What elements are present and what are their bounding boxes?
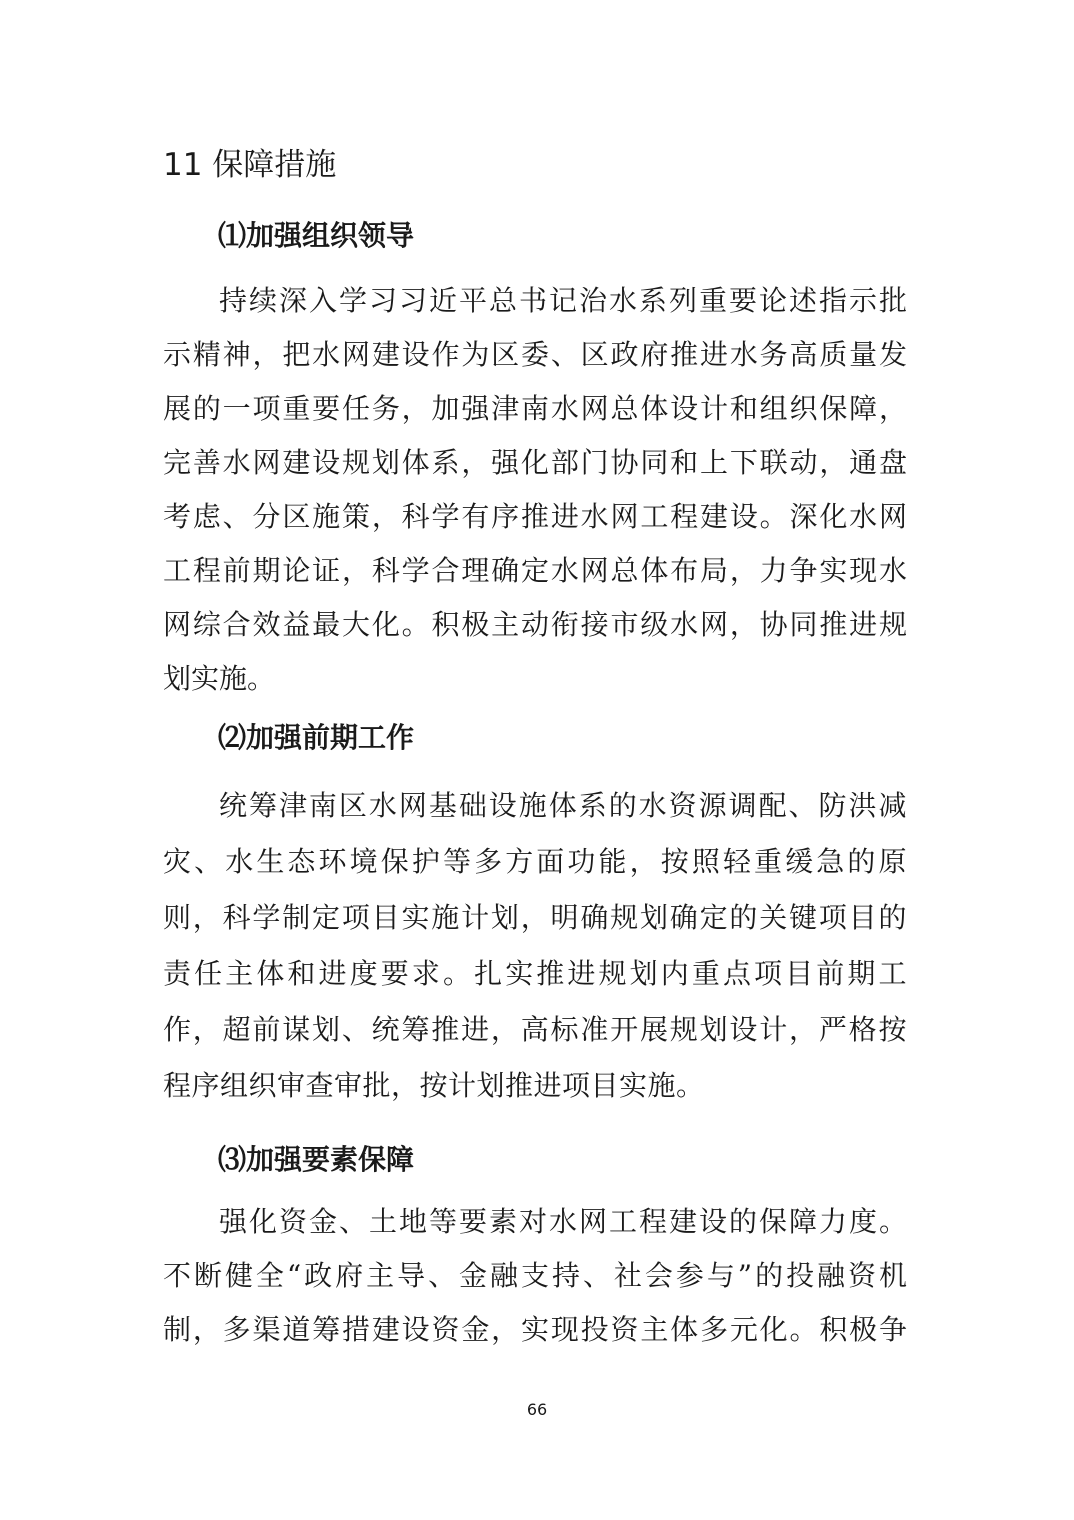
paragraph-line: 制，多渠道筹措建设资金，实现投资主体多元化。积极争 xyxy=(163,1313,907,1346)
page-number: 66 xyxy=(526,1400,548,1419)
paragraph-line: 作，超前谋划、统筹推进，高标准开展规划设计，严格按 xyxy=(163,1013,907,1046)
paragraph-line: 考虑、分区施策，科学有序推进水网工程建设。深化水网 xyxy=(163,500,907,533)
paragraph-line: 不断健全“政府主导、金融支持、社会参与”的投融资机 xyxy=(163,1259,907,1292)
paragraph-line: 展的一项重要任务，加强津南水网总体设计和组织保障， xyxy=(163,392,907,425)
paragraph-line: 完善水网建设规划体系，强化部门协同和上下联动，通盘 xyxy=(163,446,907,479)
paragraph-line: 统筹津南区水网基础设施体系的水资源调配、防洪减 xyxy=(219,789,907,822)
section-1-paragraph xyxy=(163,274,907,706)
paragraph-line: 示精神，把水网建设作为区委、区政府推进水务高质量发 xyxy=(163,338,907,371)
paragraph-line: 持续深入学习习近平总书记治水系列重要论述指示批 xyxy=(219,284,907,317)
paragraph-line: 强化资金、土地等要素对水网工程建设的保障力度。 xyxy=(219,1205,907,1238)
paragraph-line: 网综合效益最大化。积极主动衔接市级水网，协同推进规 xyxy=(163,608,907,641)
paragraph-line: 责任主体和进度要求。扎实推进规划内重点项目前期工 xyxy=(163,957,907,990)
section-heading-2: ⑵加强前期工作 xyxy=(218,721,415,754)
paragraph-line: 灾、水生态环境保护等多方面功能，按照轻重缓急的原 xyxy=(163,845,907,878)
paragraph-line: 则，科学制定项目实施计划，明确规划确定的关键项目的 xyxy=(163,901,907,934)
paragraph-line: 工程前期论证，科学合理确定水网总体布局，力争实现水 xyxy=(163,554,907,587)
section-heading-3: ⑶加强要素保障 xyxy=(218,1143,415,1176)
paragraph-line: 划实施。 xyxy=(163,662,276,695)
section-heading-1: ⑴加强组织领导 xyxy=(218,219,415,252)
section-2-paragraph xyxy=(163,778,907,1114)
paragraph-line: 程序组织审查审批，按计划推进项目实施。 xyxy=(163,1069,705,1102)
chapter-title: 11 保障措施 xyxy=(163,147,337,183)
section-3-paragraph xyxy=(163,1195,907,1357)
